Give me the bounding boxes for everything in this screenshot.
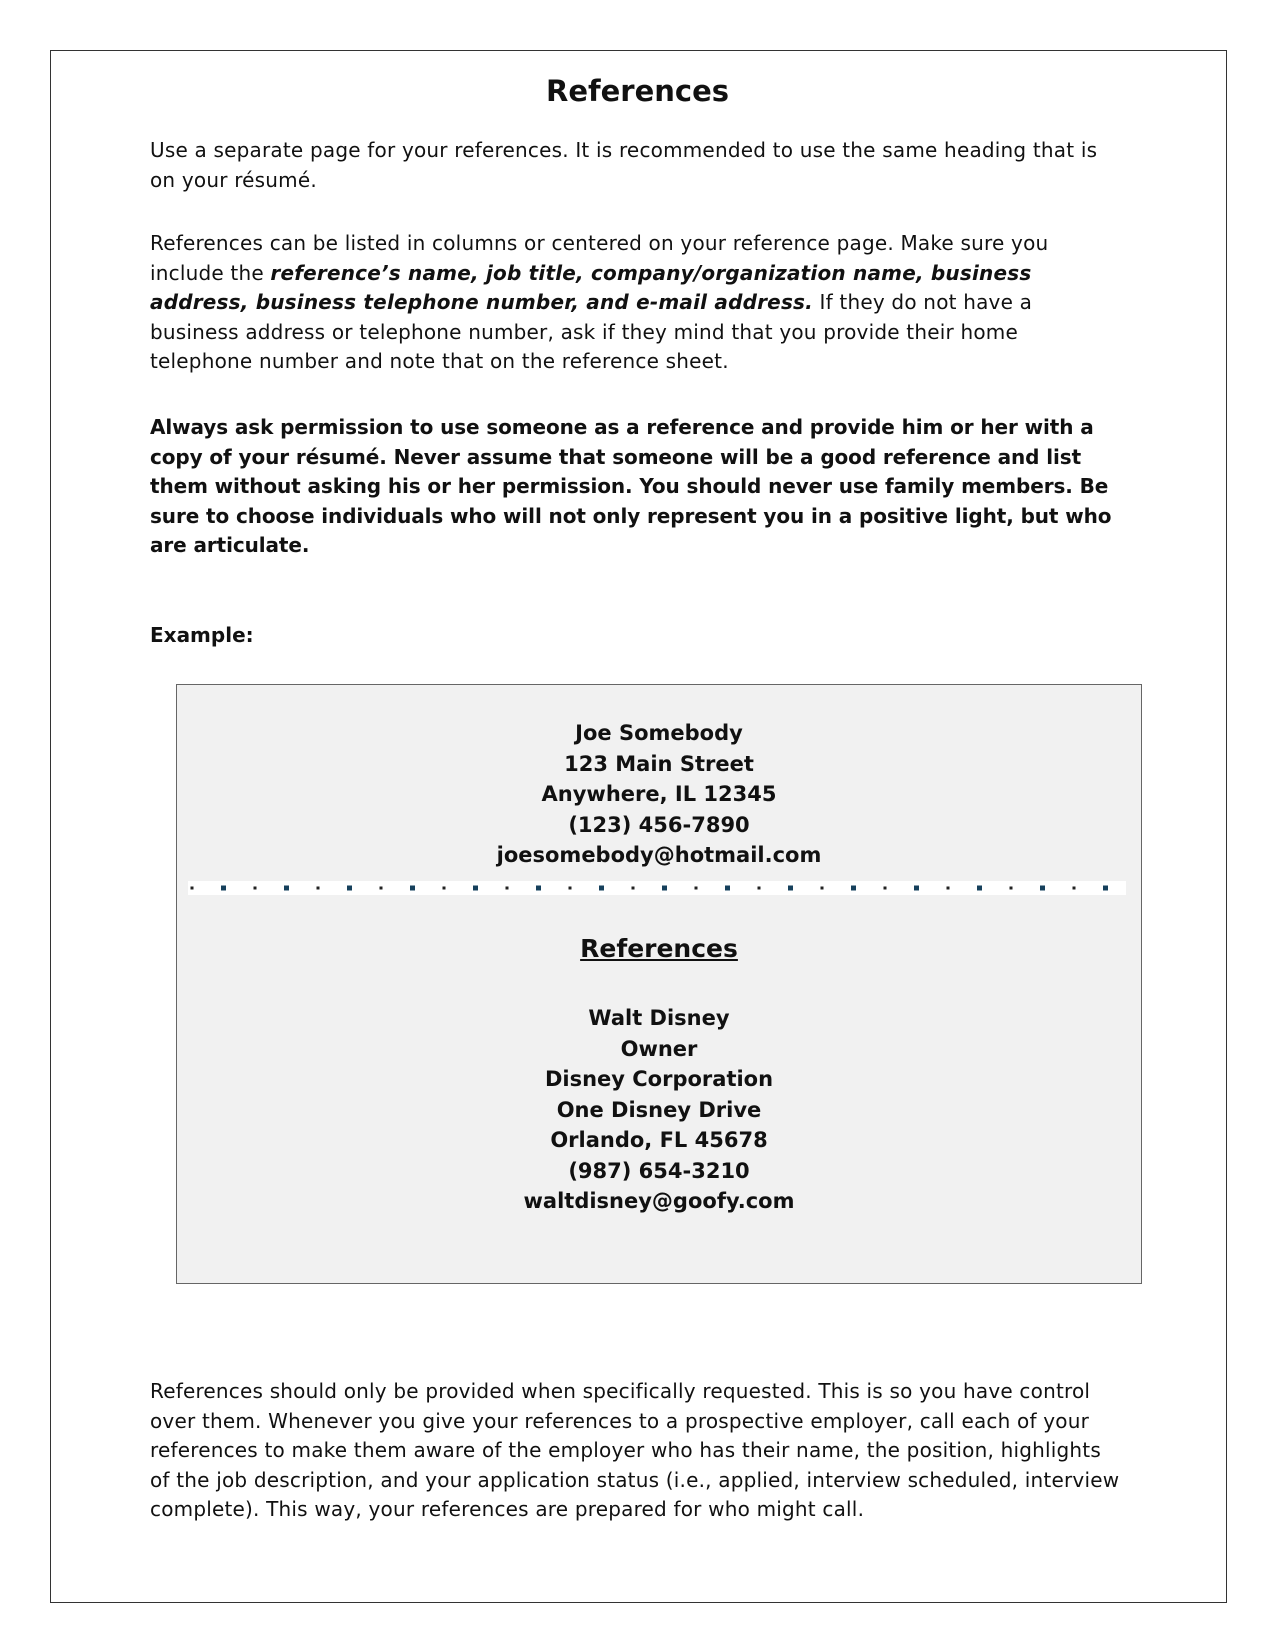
- divider-dot: [443, 887, 446, 890]
- divider-dot: [1073, 887, 1076, 890]
- reference-title: Owner: [620, 1036, 698, 1061]
- listing-paragraph-emphasis: reference’s name, job title, company/organization name, business address, business telephone number, and e-mail address.: [150, 260, 1032, 314]
- reference-company: Disney Corporation: [544, 1067, 774, 1091]
- divider-square: [599, 886, 604, 891]
- reference-city: Orlando, FL 45678: [550, 1128, 768, 1152]
- divider-dot: [569, 887, 572, 890]
- listing-paragraph-tail: If they do not have a business address or telephone number, ask if they mind that you provide their home telephone number and note that on the reference sheet.: [150, 290, 1033, 373]
- divider-square: [1040, 886, 1045, 891]
- divider-square: [221, 886, 226, 891]
- intro-paragraph: Use a separate page for your references. It is recommended to use the same heading that is on your résumé.: [150, 138, 1098, 192]
- divider-square: [977, 886, 982, 891]
- divider-dot: [380, 887, 383, 890]
- page-title: References: [545, 74, 730, 108]
- dotted-divider-graphic: [188, 881, 1126, 895]
- contact-email: joesomebody@hotmail.com: [496, 843, 822, 867]
- reference-name: Walt Disney: [588, 1006, 730, 1030]
- divider-dot: [821, 887, 824, 890]
- contact-phone: (123) 456-7890: [568, 812, 750, 837]
- listing-paragraph: [150, 229, 1120, 377]
- divider-dot: [947, 887, 950, 890]
- listing-paragraph-lead: References can be listed in columns or centered on your reference page. Make sure you include the: [150, 231, 1049, 285]
- reference-email: waltdisney@goofy.com: [523, 1189, 795, 1213]
- divider-square: [473, 886, 478, 891]
- references-heading: References: [580, 934, 738, 963]
- dotted-divider: [188, 881, 1126, 895]
- reference-phone: (987) 654-3210: [568, 1158, 750, 1183]
- divider-dot: [884, 887, 887, 890]
- divider-square: [284, 886, 289, 891]
- divider-square: [347, 886, 352, 891]
- divider-dot: [317, 887, 320, 890]
- divider-dot: [254, 887, 257, 890]
- divider-dot: [506, 887, 509, 890]
- divider-square: [788, 886, 793, 891]
- divider-square: [914, 886, 919, 891]
- divider-dot: [758, 887, 761, 890]
- divider-dot: [1010, 887, 1013, 890]
- divider-dot: [695, 887, 698, 890]
- reference-street: One Disney Drive: [556, 1097, 762, 1122]
- contact-city: Anywhere, IL 12345: [541, 782, 777, 806]
- closing-paragraph: References should only be provided when specifically requested. This is so you have control over them. Whenever you give your references to a prospective employer, call each of your references to make them aware of the employer who has their name, the position, highlights of the job description, and your application status (i.e., applied, interview scheduled, interview complete). This way, your references are prepared for who might call.: [150, 1379, 1120, 1521]
- divider-square: [851, 886, 856, 891]
- contact-block: [177, 718, 1141, 871]
- reference-entry: [177, 1003, 1141, 1217]
- divider-square: [725, 886, 730, 891]
- divider-dot: [632, 887, 635, 890]
- example-box: [176, 684, 1142, 1284]
- divider-square: [662, 886, 667, 891]
- permission-paragraph: Always ask permission to use someone as a reference and provide him or her with a copy of your résumé. Never assume that someone will be a good reference and list them without asking his or her permission. You should never use family members. Be sure to choose individuals who will not only represent you in a positive light, but who are articulate.: [150, 415, 1112, 557]
- divider-square: [536, 886, 541, 891]
- divider-square: [410, 886, 415, 891]
- example-label: Example:: [150, 623, 254, 647]
- contact-name: Joe Somebody: [575, 721, 743, 745]
- contact-street: 123 Main Street: [564, 751, 754, 776]
- divider-square: [1103, 886, 1108, 891]
- divider-dot: [191, 887, 194, 890]
